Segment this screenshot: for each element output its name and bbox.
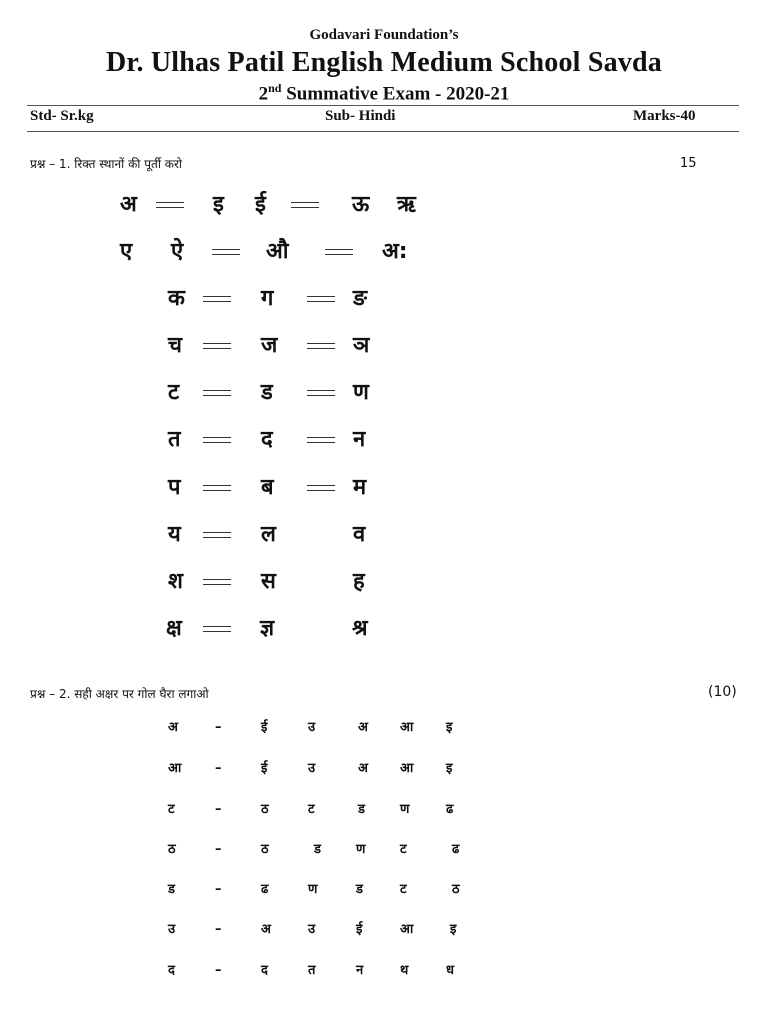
q2-dash: – (215, 802, 222, 817)
q1-letter: व (353, 522, 366, 547)
q1-row (0, 473, 768, 513)
q1-blank (203, 390, 231, 396)
q1-letter: श्र (352, 616, 368, 641)
q1-letter: क्ष (166, 616, 182, 641)
q2-row (0, 920, 768, 944)
q1-letter: ऐ (171, 239, 184, 264)
q2-given-letter: उ (168, 922, 176, 937)
q2-option: ई (261, 720, 268, 735)
q1-letter: ण (353, 380, 369, 405)
q2-given-letter: ट (168, 802, 175, 817)
q2-option: उ (308, 761, 316, 776)
q1-blank (203, 296, 231, 302)
q2-row (0, 840, 768, 864)
q1-blank (307, 485, 335, 491)
q2-option: थ (400, 963, 409, 978)
subject-label: Sub- Hindi (325, 108, 396, 124)
q2-option: इ (446, 761, 453, 776)
q2-option: आ (400, 720, 414, 735)
q2-dash: – (215, 963, 222, 978)
q2-option: ण (400, 802, 410, 817)
q2-given-letter: द (168, 963, 175, 978)
q1-row (0, 190, 768, 230)
q1-letter: द (261, 427, 273, 452)
q2-option: ढ (446, 802, 454, 817)
q2-dash: – (215, 882, 222, 897)
q1-letter: इ (213, 192, 224, 217)
q1-letter: ड (261, 380, 273, 405)
q2-option: त (308, 963, 316, 978)
q1-row (0, 237, 768, 277)
q1-letter: च (168, 333, 182, 358)
q2-option: इ (450, 922, 457, 937)
q2-option: इ (446, 720, 453, 735)
q2-option: ट (308, 802, 315, 817)
q2-given-letter: ड (168, 882, 175, 897)
q1-row (0, 331, 768, 371)
q2-option: उ (308, 720, 316, 735)
q1-letter: ङ (353, 286, 368, 311)
q1-letter: स (261, 569, 276, 594)
q1-letter: ऊ (352, 192, 370, 217)
q1-letter: अ: (382, 239, 408, 264)
q2-row (0, 961, 768, 985)
q1-blank (307, 437, 335, 443)
exam-title-text: Summative Exam - 2020-21 (281, 83, 510, 105)
q1-row (0, 614, 768, 654)
q1-letter: ज्ञ (260, 616, 275, 641)
header-bottom-rule (27, 131, 739, 132)
q1-row (0, 520, 768, 560)
q1-letter: अ (120, 192, 137, 217)
q1-letter: ऋ (397, 192, 416, 217)
question-2-marks: (10) (708, 684, 737, 700)
q2-dash: – (215, 720, 222, 735)
q2-given-letter: अ (168, 720, 178, 735)
foundation-name: Godavari Foundation’s (309, 27, 459, 43)
q2-dash: – (215, 761, 222, 776)
q2-option: द (261, 963, 268, 978)
q2-option: अ (358, 761, 368, 776)
q1-blank (203, 343, 231, 349)
q2-option: आ (400, 922, 414, 937)
q2-option: ण (356, 842, 366, 857)
q1-blank (203, 626, 231, 632)
exam-title (0, 81, 768, 105)
q1-row (0, 284, 768, 324)
q2-dash: – (215, 842, 222, 857)
q1-row (0, 567, 768, 607)
q1-blank (291, 202, 319, 208)
q1-letter: ञ (353, 333, 370, 358)
q1-letter: ज (261, 333, 278, 358)
q1-blank (307, 296, 335, 302)
q1-blank (307, 343, 335, 349)
q1-letter: म (353, 475, 367, 500)
q2-option: उ (308, 922, 316, 937)
q1-letter: ई (255, 192, 266, 217)
q1-letter: न (353, 427, 366, 452)
school-name: Dr. Ulhas Patil English Medium School Savda (105, 47, 662, 78)
exam-ordinal: 2 (258, 83, 269, 105)
std-label: Std- Sr.kg (30, 108, 94, 124)
q2-given-letter: आ (168, 761, 182, 776)
q1-letter: ट (168, 380, 180, 405)
q2-row (0, 718, 768, 742)
q2-option: ड (356, 882, 363, 897)
q1-blank (212, 249, 240, 255)
q1-letter: य (168, 522, 181, 547)
q2-option: ड (314, 842, 321, 857)
q2-row (0, 800, 768, 824)
q2-option: ण (308, 882, 318, 897)
q1-letter: त (168, 427, 181, 452)
q1-letter: ए (120, 239, 133, 264)
q2-given-letter: ठ (168, 842, 176, 857)
q2-row (0, 759, 768, 783)
q1-letter: ल (261, 522, 276, 547)
q2-option: अ (261, 922, 271, 937)
q1-blank (203, 579, 231, 585)
q2-option: ठ (261, 802, 269, 817)
q1-letter: प (168, 475, 181, 500)
q2-option: ट (400, 842, 407, 857)
header-top-rule (27, 105, 739, 106)
q2-dash: – (215, 922, 222, 937)
question-2-heading: प्रश्न – 2. सही अक्षर पर गोल घैरा लगाओ (30, 687, 209, 701)
q1-letter: क (168, 286, 185, 311)
q2-option: ई (356, 922, 363, 937)
q2-option: ड (358, 802, 365, 817)
q1-letter: औ (266, 239, 289, 264)
q2-option: ढ (261, 882, 269, 897)
q2-row (0, 880, 768, 904)
q1-row (0, 378, 768, 418)
q1-letter: ग (261, 286, 274, 311)
q1-blank (203, 485, 231, 491)
marks-label: Marks-40 (633, 108, 696, 124)
q2-option: ई (261, 761, 268, 776)
q2-option: आ (400, 761, 414, 776)
q1-blank (325, 249, 353, 255)
q1-blank (156, 202, 184, 208)
q2-option: अ (358, 720, 368, 735)
q2-option: ठ (261, 842, 269, 857)
q1-blank (307, 390, 335, 396)
question-1-heading: प्रश्न – 1. रिक्त स्थानों की पूर्ती करो (30, 157, 183, 171)
q2-option: ध (446, 963, 454, 978)
q2-option: ठ (452, 882, 460, 897)
q2-option: ढ (452, 842, 460, 857)
q2-option: न (356, 963, 364, 978)
q1-letter: श (168, 569, 183, 594)
q1-letter: ह (353, 569, 365, 594)
q1-blank (203, 437, 231, 443)
exam-ordinal-suffix: nd (268, 81, 282, 95)
q1-letter: ब (261, 475, 274, 500)
q1-blank (203, 532, 231, 538)
question-1-marks: 15 (680, 156, 697, 171)
q2-option: ट (400, 882, 407, 897)
q1-row (0, 425, 768, 465)
